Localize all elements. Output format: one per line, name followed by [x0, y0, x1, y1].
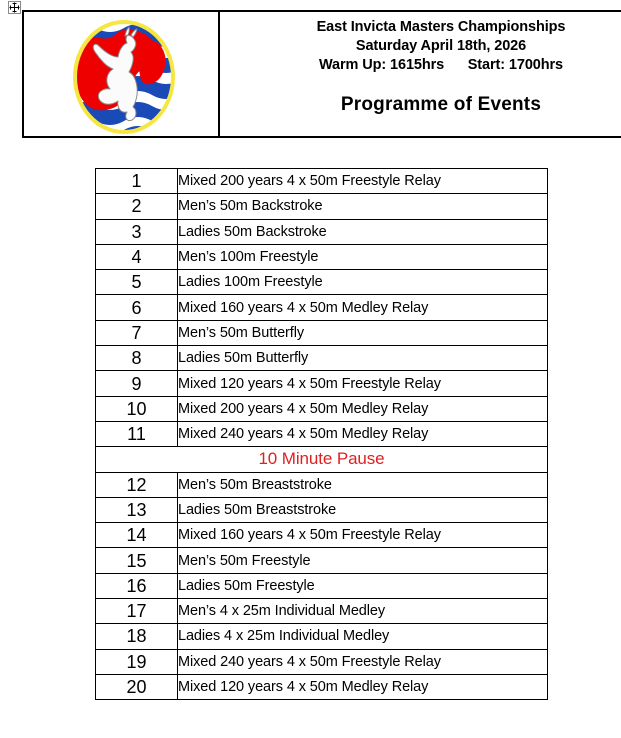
event-number: 17: [96, 599, 178, 624]
table-move-handle[interactable]: [8, 1, 21, 14]
event-description: Men’s 50m Butterfly: [178, 320, 548, 345]
table-row: [96, 169, 548, 194]
table-row: [96, 396, 548, 421]
event-number: 7: [96, 320, 178, 345]
event-number: 16: [96, 573, 178, 598]
event-number: 3: [96, 219, 178, 244]
table-row: [96, 270, 548, 295]
event-description: Ladies 50m Butterfly: [178, 346, 548, 371]
event-number: 4: [96, 244, 178, 269]
event-number: 15: [96, 548, 178, 573]
event-description: Ladies 100m Freestyle: [178, 270, 548, 295]
table-row: [96, 497, 548, 522]
table-row: [96, 649, 548, 674]
logo-cell: [24, 12, 220, 136]
event-description: Mixed 160 years 4 x 50m Medley Relay: [178, 295, 548, 320]
pause-label: 10 Minute Pause: [96, 447, 548, 472]
event-number: 8: [96, 346, 178, 371]
programme-of-events-title: Programme of Events: [340, 94, 542, 115]
event-description: Ladies 50m Freestyle: [178, 573, 548, 598]
event-description: Ladies 50m Breaststroke: [178, 497, 548, 522]
table-row: [96, 421, 548, 446]
kent-white-horse-crest-logo: [68, 18, 180, 136]
event-number: 20: [96, 674, 178, 699]
event-date-line: Saturday April 18th, 2026: [355, 38, 527, 54]
event-number: 1: [96, 169, 178, 194]
event-number: 18: [96, 624, 178, 649]
events-table-body: [96, 169, 548, 700]
table-row: [96, 295, 548, 320]
title-cell: [220, 12, 621, 136]
event-description: Men’s 100m Freestyle: [178, 244, 548, 269]
event-times-line: Warm Up: 1615hrs Start: 1700hrs: [318, 57, 564, 73]
table-row: [96, 244, 548, 269]
table-row: [96, 371, 548, 396]
event-number: 6: [96, 295, 178, 320]
event-description: Ladies 50m Backstroke: [178, 219, 548, 244]
move-cross-arrows-icon: [9, 2, 20, 13]
event-description: Ladies 4 x 25m Individual Medley: [178, 624, 548, 649]
table-row: [96, 548, 548, 573]
event-number: 12: [96, 472, 178, 497]
table-row: [96, 346, 548, 371]
event-description: Mixed 240 years 4 x 50m Medley Relay: [178, 421, 548, 446]
event-description: Men’s 50m Backstroke: [178, 194, 548, 219]
programme-events-table: [95, 168, 548, 700]
event-description: Mixed 160 years 4 x 50m Freestyle Relay: [178, 523, 548, 548]
table-row: [96, 194, 548, 219]
header-table: [22, 10, 621, 138]
event-description: Men’s 50m Breaststroke: [178, 472, 548, 497]
event-number: 10: [96, 396, 178, 421]
event-description: Mixed 120 years 4 x 50m Medley Relay: [178, 674, 548, 699]
event-number: 11: [96, 421, 178, 446]
event-number: 5: [96, 270, 178, 295]
event-number: 19: [96, 649, 178, 674]
event-description: Mixed 120 years 4 x 50m Freestyle Relay: [178, 371, 548, 396]
event-description: Mixed 200 years 4 x 50m Freestyle Relay: [178, 169, 548, 194]
table-row: [96, 624, 548, 649]
table-row: [96, 599, 548, 624]
pause-row: [96, 447, 548, 472]
table-row: [96, 472, 548, 497]
event-description: Mixed 200 years 4 x 50m Medley Relay: [178, 396, 548, 421]
table-row: [96, 573, 548, 598]
table-row: [96, 219, 548, 244]
table-row: [96, 320, 548, 345]
event-number: 2: [96, 194, 178, 219]
event-description: Men’s 50m Freestyle: [178, 548, 548, 573]
event-number: 9: [96, 371, 178, 396]
event-number: 14: [96, 523, 178, 548]
table-row: [96, 674, 548, 699]
table-row: [96, 523, 548, 548]
event-title-line1: East Invicta Masters Championships: [316, 19, 566, 35]
event-number: 13: [96, 497, 178, 522]
event-description: Mixed 240 years 4 x 50m Freestyle Relay: [178, 649, 548, 674]
event-description: Men’s 4 x 25m Individual Medley: [178, 599, 548, 624]
